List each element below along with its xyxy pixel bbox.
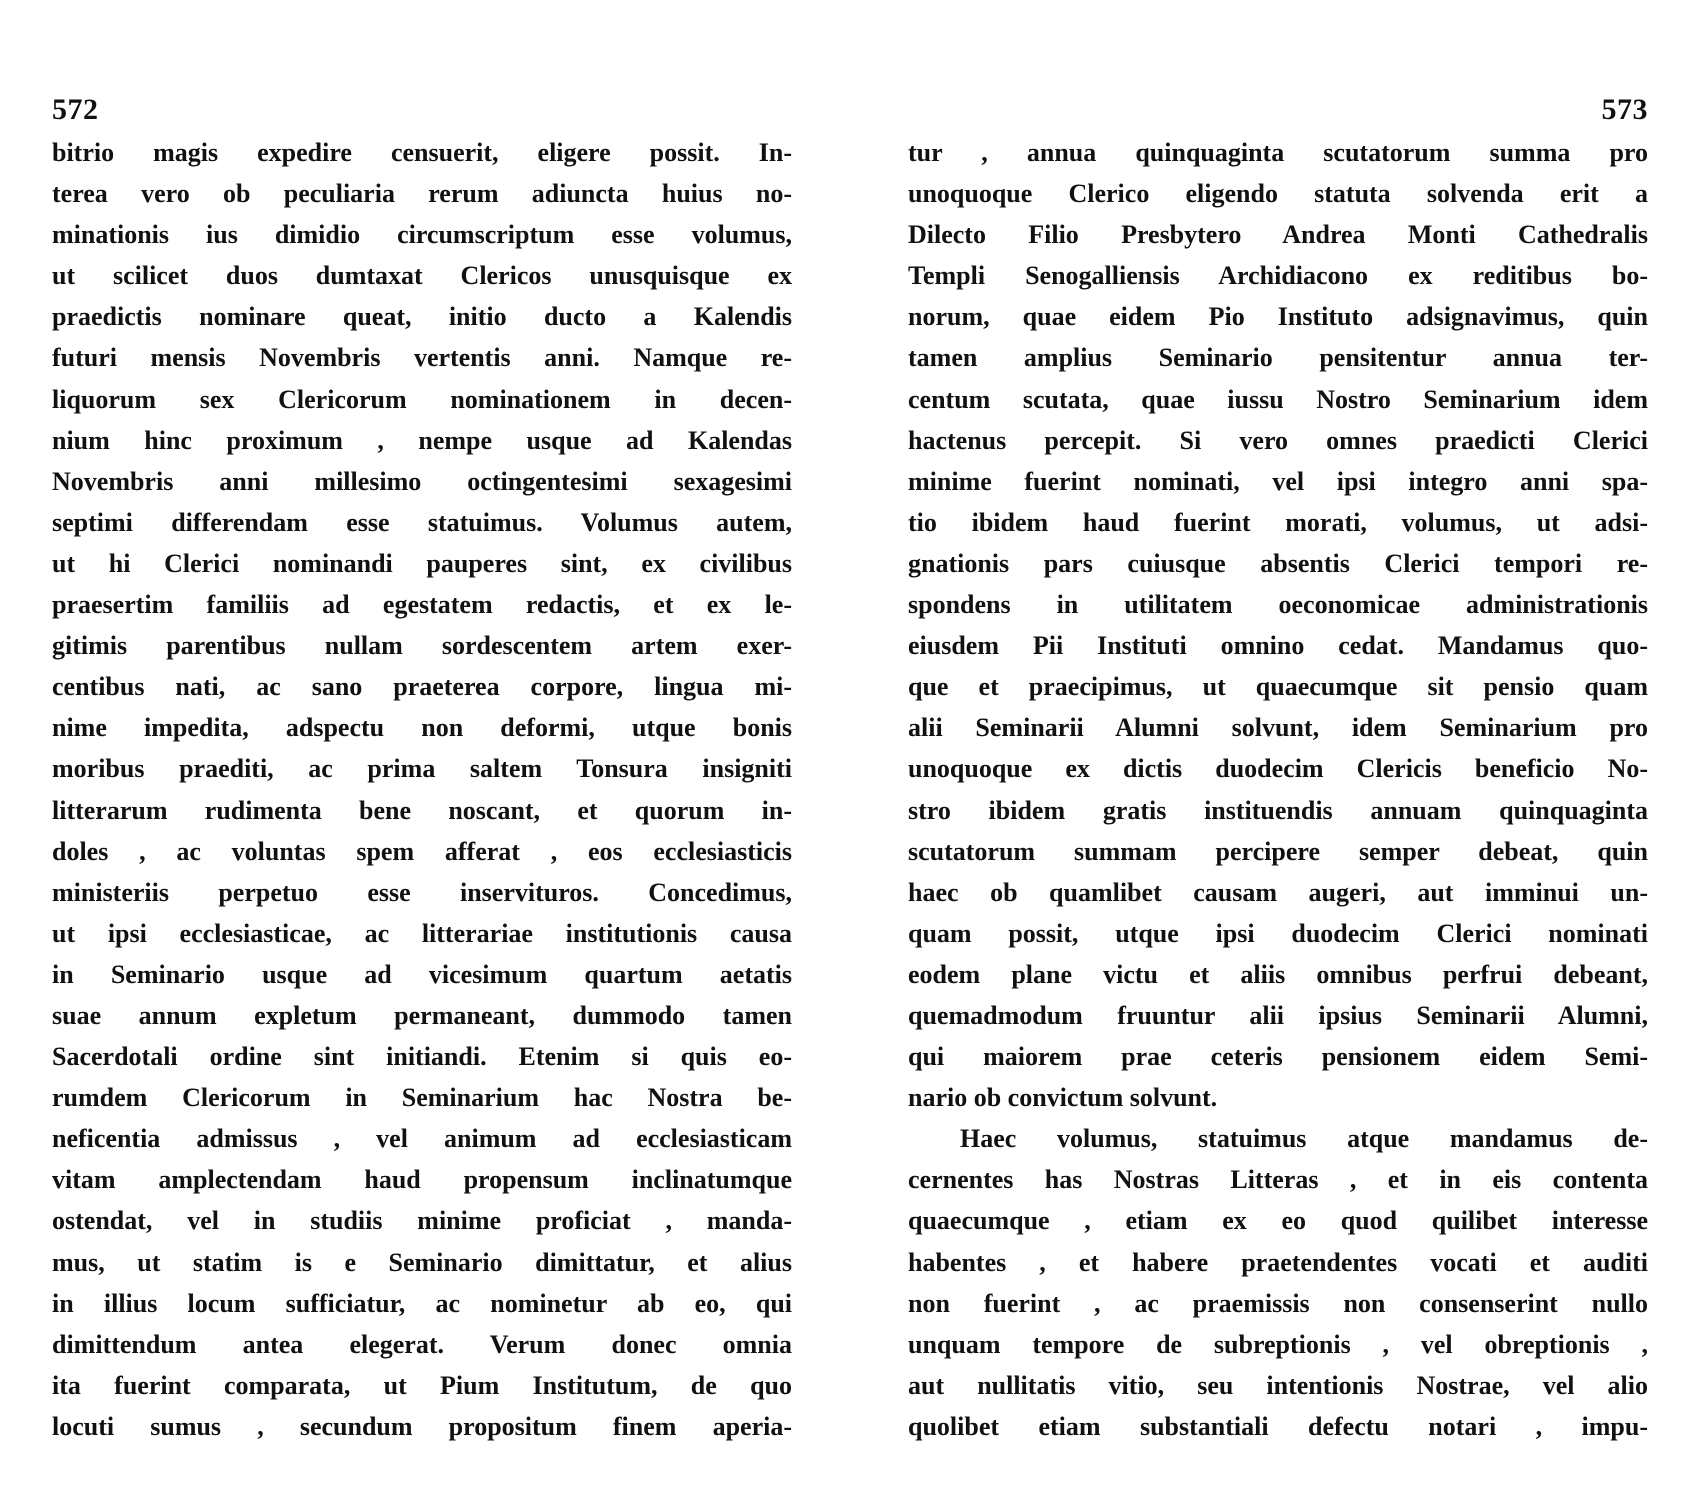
text-line: septimi differendam esse statuimus. Volumus autem, xyxy=(52,507,792,537)
text-line: nium hinc proximum , nempe usque ad Kalendas xyxy=(52,425,792,455)
text-line: terea vero ob peculiaria rerum adiuncta huius no- xyxy=(52,179,792,209)
text-line: nime impedita, adspectu non deformi, utque bonis xyxy=(52,713,792,743)
text-line: minime fuerint nominati, vel ipsi integro anni spa- xyxy=(908,466,1648,496)
text-line: alii Seminarii Alumni solvunt, idem Seminarium pro xyxy=(908,713,1648,743)
text-line: spondens in utilitatem oeconomicae administrationis xyxy=(908,590,1648,620)
text-line: dimittendum antea elegerat. Verum donec omnia xyxy=(52,1329,792,1359)
text-line: moribus praediti, ac prima saltem Tonsura insigniti xyxy=(52,754,792,784)
text-line: futuri mensis Novembris vertentis anni. Namque re- xyxy=(52,343,792,373)
text-line: locuti sumus , secundum propositum finem aperia- xyxy=(52,1411,792,1441)
text-line: scutatorum summam percipere semper debeat, quin xyxy=(908,836,1648,866)
text-line: haec ob quamlibet causam augeri, aut imminui un- xyxy=(908,877,1648,907)
text-line: ut scilicet duos dumtaxat Clericos unusquisque ex xyxy=(52,261,792,291)
text-line: Templi Senogalliensis Archidiacono ex reditibus bo- xyxy=(908,261,1648,291)
text-line: in Seminario usque ad vicesimum quartum aetatis xyxy=(52,959,792,989)
text-line: ita fuerint comparata, ut Pium Institutum, de quo xyxy=(52,1370,792,1400)
text-line: centum scutata, quae iussu Nostro Seminarium idem xyxy=(908,384,1648,414)
text-line: non fuerint , ac praemissis non consenserint nullo xyxy=(908,1288,1648,1318)
text-line: ut ipsi ecclesiasticae, ac litterariae institutionis causa xyxy=(52,918,792,948)
text-line: gitimis parentibus nullam sordescentem artem exer- xyxy=(52,631,792,661)
text-line: aut nullitatis vitio, seu intentionis Nostrae, vel alio xyxy=(908,1370,1648,1400)
text-line: norum, quae eidem Pio Instituto adsignavimus, quin xyxy=(908,302,1648,332)
text-line: nario ob convictum solvunt. xyxy=(908,1083,1218,1113)
text-line: bitrio magis expedire censuerit, eligere possit. In- xyxy=(52,138,792,167)
text-line: quam possit, utque ipsi duodecim Clerici nominati xyxy=(908,918,1648,948)
text-line: liquorum sex Clericorum nominationem in decen- xyxy=(52,384,792,414)
text-line: eodem plane victu et aliis omnibus perfrui debeant, xyxy=(908,959,1648,989)
text-line: Novembris anni millesimo octingentesimi sexagesimi xyxy=(52,466,792,496)
page-text xyxy=(908,132,1648,1447)
text-line: Sacerdotali ordine sint initiandi. Etenim si quis eo- xyxy=(52,1042,792,1072)
page-text xyxy=(52,132,792,1447)
page-number: 573 xyxy=(1601,93,1648,126)
text-line: neficentia admissus , vel animum ad ecclesiasticam xyxy=(52,1124,792,1154)
text-line: doles , ac voluntas spem afferat , eos ecclesiasticis xyxy=(52,836,792,866)
text-line: suae annum expletum permaneant, dummodo tamen xyxy=(52,1000,792,1030)
text-line: gnationis pars cuiusque absentis Clerici tempori re- xyxy=(908,548,1648,578)
text-line: praedictis nominare queat, initio ducto a Kalendis xyxy=(52,302,792,332)
text-line: unoquoque Clerico eligendo statuta solvenda erit a xyxy=(908,179,1648,209)
text-line: ut hi Clerici nominandi pauperes sint, ex civilibus xyxy=(52,548,792,578)
text-line: hactenus percepit. Si vero omnes praedicti Clerici xyxy=(908,425,1648,455)
text-line: tio ibidem haud fuerint morati, volumus, ut adsi- xyxy=(908,507,1648,537)
right-page xyxy=(908,90,1648,1447)
text-line: stro ibidem gratis instituendis annuam quinquaginta xyxy=(908,795,1648,825)
text-line: eiusdem Pii Instituti omnino cedat. Mandamus quo- xyxy=(908,631,1648,661)
text-line: Dilecto Filio Presbytero Andrea Monti Cathedralis xyxy=(908,220,1648,250)
page-number: 572 xyxy=(52,93,99,126)
text-line: centibus nati, ac sano praeterea corpore, lingua mi- xyxy=(52,672,792,702)
text-line: tur , annua quinquaginta scutatorum summa pro xyxy=(908,138,1648,167)
text-line: Haec volumus, statuimus atque mandamus de- xyxy=(960,1124,1648,1154)
text-line: habentes , et habere praetendentes vocati et auditi xyxy=(908,1247,1648,1277)
text-line: quemadmodum fruuntur alii ipsius Seminarii Alumni, xyxy=(908,1000,1648,1030)
text-line: mus, ut statim is e Seminario dimittatur, et alius xyxy=(52,1247,792,1277)
text-line: rumdem Clericorum in Seminarium hac Nostra be- xyxy=(52,1083,792,1113)
text-line: quaecumque , etiam ex eo quod quilibet interesse xyxy=(908,1206,1648,1236)
text-line: cernentes has Nostras Litteras , et in eis contenta xyxy=(908,1165,1648,1195)
text-line: qui maiorem prae ceteris pensionem eidem Semi- xyxy=(908,1042,1648,1072)
text-line: litterarum rudimenta bene noscant, et quorum in- xyxy=(52,795,792,825)
text-line: ministeriis perpetuo esse inservituros. Concedimus, xyxy=(52,877,792,907)
text-line: ostendat, vel in studiis minime proficiat , manda- xyxy=(52,1206,792,1236)
text-line: que et praecipimus, ut quaecumque sit pensio quam xyxy=(908,672,1648,702)
left-page xyxy=(52,90,792,1447)
text-line: quolibet etiam substantiali defectu notari , impu- xyxy=(908,1411,1648,1441)
text-line: tamen amplius Seminario pensitentur annua ter- xyxy=(908,343,1648,373)
text-line: unquam tempore de subreptionis , vel obreptionis , xyxy=(908,1329,1648,1359)
text-line: minationis ius dimidio circumscriptum esse volumus, xyxy=(52,220,792,250)
text-line: praesertim familiis ad egestatem redactis, et ex le- xyxy=(52,590,792,620)
text-line: vitam amplectendam haud propensum inclinatumque xyxy=(52,1165,792,1195)
text-line: unoquoque ex dictis duodecim Clericis beneficio No- xyxy=(908,754,1648,784)
text-line: in illius locum sufficiatur, ac nominetur ab eo, qui xyxy=(52,1288,792,1318)
